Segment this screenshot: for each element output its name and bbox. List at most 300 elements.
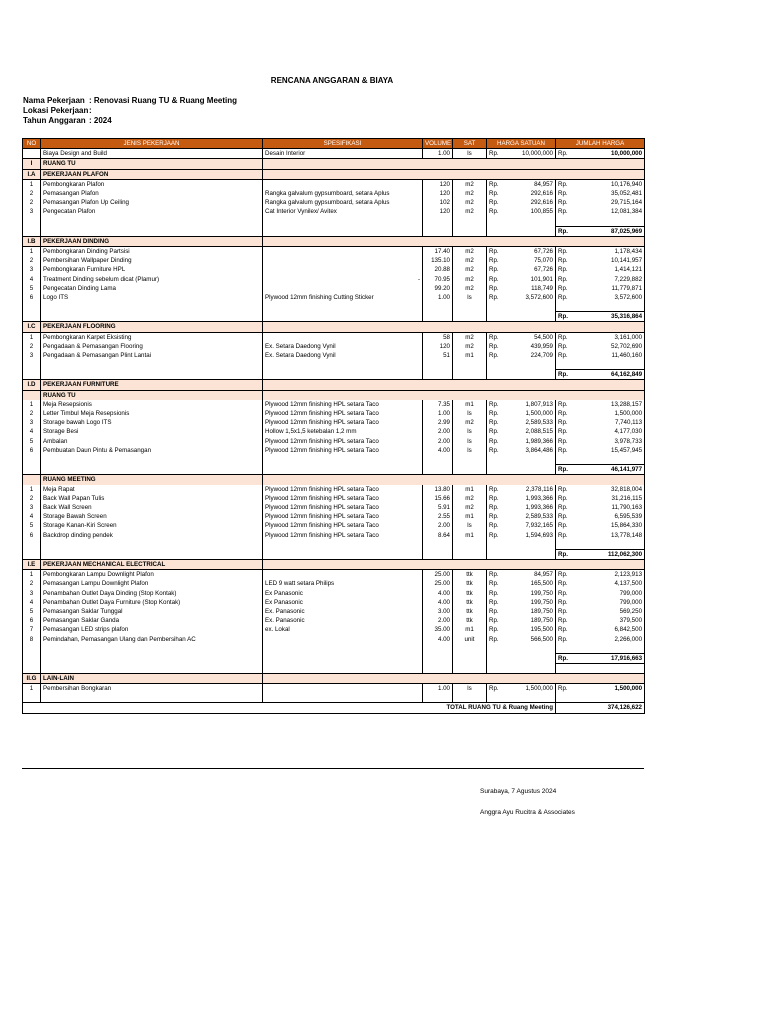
row-jumlah-harga: 52,702,690: [574, 342, 645, 351]
row-currency: Rp.: [558, 635, 568, 643]
row-jenis: Pembongkaran Plafon: [41, 179, 263, 189]
row-satuan: m2: [453, 198, 487, 207]
row-volume: 4.00: [423, 446, 453, 455]
empty-cell: [263, 653, 423, 663]
empty-cell: [556, 693, 645, 703]
subtotal-value: 64,162,849: [574, 370, 645, 380]
row-currency: Rp.: [489, 589, 499, 597]
row-spesifikasi: [263, 265, 423, 274]
row-no: 2: [23, 256, 41, 265]
empty-cell: [23, 312, 41, 322]
row-jumlah-harga: 7,229,882: [574, 275, 645, 284]
row-currency: Rp.: [558, 180, 568, 188]
row-jenis: Pemasangan Lampu Downlight Plafon: [41, 579, 263, 588]
empty-cell: [487, 549, 556, 559]
empty-cell: [41, 549, 263, 559]
row-jumlah-harga: 29,715,164: [574, 198, 645, 207]
row-spesifikasi: Ex. Panasonic: [263, 607, 423, 616]
empty-cell: [263, 465, 423, 475]
section-title: LAIN-LAIN: [41, 673, 263, 683]
row-jenis: Pengadaan & Pemasangan Flooring: [41, 342, 263, 351]
row-jenis: Storage Kanan-Kiri Screen: [41, 521, 263, 530]
table-row: [23, 437, 645, 446]
document-title: RENCANA ANGGARAN & BIAYA: [270, 76, 394, 85]
row-currency: Rp.: [558, 617, 568, 625]
empty-cell: [453, 302, 487, 312]
empty-cell: [423, 217, 453, 227]
grand-total-value: 374,126,622: [556, 703, 645, 713]
row-no: 7: [23, 625, 41, 634]
row-currency: Rp.: [558, 410, 568, 418]
subtotal-value: 35,316,864: [574, 312, 645, 322]
empty-cell: [423, 312, 453, 322]
empty-cell: [423, 653, 453, 663]
row-currency: Rp.: [558, 266, 568, 274]
section-title: PEKERJAAN PLAFON: [41, 169, 263, 179]
row-jumlah-harga: 6,595,539: [574, 512, 645, 521]
row-no: 6: [23, 446, 41, 455]
blank-row: [23, 360, 645, 370]
blank-row: [23, 693, 645, 703]
row-currency: Rp.: [489, 257, 499, 265]
subtotal-value: 87,025,969: [574, 226, 645, 236]
table-row: [23, 284, 645, 293]
subtotal-row: [23, 226, 645, 236]
row-currency: Rp.: [489, 580, 499, 588]
table-row: [23, 198, 645, 207]
empty-cell: [423, 465, 453, 475]
empty-cell: [423, 693, 453, 703]
row-jumlah-harga: 10,000,000: [574, 149, 645, 159]
empty-cell: [23, 644, 41, 654]
row-satuan: m1: [453, 485, 487, 494]
row-jumlah-harga: 4,137,500: [574, 579, 645, 588]
row-volume: 2.99: [423, 418, 453, 427]
row-volume: 2.00: [423, 427, 453, 436]
table-row: [23, 179, 645, 189]
row-currency: Rp.: [558, 494, 568, 502]
row-currency: Rp.: [489, 571, 499, 579]
section-no: [23, 390, 41, 400]
row-no: 3: [23, 207, 41, 216]
row-volume: 8.64: [423, 531, 453, 540]
row-volume: 4.00: [423, 598, 453, 607]
info-label: Nama Pekerjaan: [23, 96, 85, 105]
row-currency: Rp.: [489, 410, 499, 418]
row-jenis: Ambalan: [41, 437, 263, 446]
row-harga-satuan: 84,957: [505, 570, 556, 580]
row-no: 2: [23, 409, 41, 418]
section-row: [23, 169, 645, 179]
row-currency: Rp.: [558, 419, 568, 427]
row-currency: Rp.: [558, 342, 568, 350]
empty-cell: [263, 673, 645, 683]
row-volume: 58: [423, 332, 453, 342]
row-currency: Rp.: [558, 598, 568, 606]
row-harga-satuan: 224,709: [505, 351, 556, 360]
row-spesifikasi: [263, 570, 423, 580]
empty-cell: [556, 455, 645, 465]
empty-cell: [263, 360, 423, 370]
row-no: 3: [23, 589, 41, 598]
row-currency: Rp.: [558, 294, 568, 302]
empty-cell: [487, 644, 556, 654]
section-no: I.A: [23, 169, 41, 179]
row-jumlah-harga: 1,500,000: [574, 684, 645, 694]
empty-cell: [263, 302, 423, 312]
row-harga-satuan: 1,989,366: [505, 437, 556, 446]
empty-cell: [423, 455, 453, 465]
section-title: PEKERJAAN DINDING: [41, 236, 263, 246]
blank-row: [23, 540, 645, 550]
row-jumlah-harga: 11,779,871: [574, 284, 645, 293]
row-spesifikasi: Plywood 12mm finishing HPL setara Taco: [263, 409, 423, 418]
row-jenis: Pengecatan Plafon: [41, 207, 263, 216]
subtotal-currency: Rp.: [556, 549, 574, 559]
row-harga-satuan: 101,901: [505, 275, 556, 284]
row-jenis: Back Wall Screen: [41, 503, 263, 512]
row-jenis: Pemasangan Saklar Ganda: [41, 616, 263, 625]
row-harga-satuan: 199,750: [505, 598, 556, 607]
empty-cell: [453, 693, 487, 703]
row-jenis: Pembongkaran Karpet Eksisting: [41, 332, 263, 342]
empty-cell: [556, 644, 645, 654]
empty-cell: [263, 217, 423, 227]
empty-cell: [556, 302, 645, 312]
blank-row: [23, 302, 645, 312]
header-sat: SAT: [453, 139, 487, 149]
row-currency: Rp.: [489, 626, 499, 634]
row-currency: Rp.: [489, 180, 499, 188]
section-row: [23, 559, 645, 569]
table-row: [23, 418, 645, 427]
empty-cell: [423, 370, 453, 380]
row-jenis: Backdrop dinding pendek: [41, 531, 263, 540]
row-spesifikasi: Hollow 1,5x1,5 ketebalan 1,2 mm: [263, 427, 423, 436]
row-currency: Rp.: [558, 208, 568, 216]
row-currency: Rp.: [489, 333, 499, 341]
empty-cell: [263, 226, 423, 236]
row-currency: Rp.: [558, 284, 568, 292]
row-satuan: m2: [453, 275, 487, 284]
row-currency: Rp.: [558, 580, 568, 588]
row-spesifikasi: Ex. Panasonic: [263, 616, 423, 625]
empty-cell: [487, 663, 556, 673]
row-currency: Rp.: [489, 522, 499, 530]
row-no: 1: [23, 400, 41, 409]
row-jumlah-harga: 4,177,030: [574, 427, 645, 436]
row-spesifikasi: Ex. Setara Daedong Vynil: [263, 351, 423, 360]
row-jumlah-harga: 11,460,160: [574, 351, 645, 360]
row-currency: Rp.: [489, 150, 499, 158]
row-harga-satuan: 566,500: [505, 635, 556, 644]
empty-cell: [487, 693, 556, 703]
row-jumlah-harga: 569,250: [574, 607, 645, 616]
row-no: 4: [23, 512, 41, 521]
row-satuan: m2: [453, 418, 487, 427]
row-spesifikasi: Plywood 12mm finishing HPL setara Taco: [263, 485, 423, 494]
empty-cell: [263, 370, 423, 380]
row-no: 4: [23, 598, 41, 607]
section-no: I.E: [23, 559, 41, 569]
blank-row: [23, 455, 645, 465]
table-row: [23, 256, 645, 265]
table-row: [23, 342, 645, 351]
row-currency: Rp.: [489, 635, 499, 643]
row-jumlah-harga: 15,864,330: [574, 521, 645, 530]
row-currency: Rp.: [558, 257, 568, 265]
row-spesifikasi: Ex Panasonic: [263, 589, 423, 598]
table-row: [23, 616, 645, 625]
project-info: [23, 96, 237, 126]
empty-cell: [23, 540, 41, 550]
row-spesifikasi: Plywood 12mm finishing HPL setara Taco: [263, 400, 423, 409]
row-currency: Rp.: [489, 208, 499, 216]
empty-cell: [453, 663, 487, 673]
empty-cell: [453, 549, 487, 559]
row-jenis: Penambahan Outlet Daya Dinding (Stop Kontak): [41, 589, 263, 598]
row-jenis: Letter Timbul Meja Resepsionis: [41, 409, 263, 418]
section-no: I.D: [23, 380, 41, 390]
company-name: Anggra Ayu Rucitra & Associates: [480, 809, 575, 816]
row-harga-satuan: 67,726: [505, 247, 556, 257]
empty-cell: [453, 217, 487, 227]
table-row: [23, 351, 645, 360]
empty-cell: [263, 540, 423, 550]
row-no: 1: [23, 570, 41, 580]
section-title: PEKERJAAN FURNITURE: [41, 380, 263, 390]
row-no: 1: [23, 179, 41, 189]
subtotal-value: 112,062,300: [574, 549, 645, 559]
row-volume: 2.55: [423, 512, 453, 521]
row-currency: Rp.: [489, 284, 499, 292]
row-harga-satuan: 189,750: [505, 607, 556, 616]
row-harga-satuan: 3,864,486: [505, 446, 556, 455]
row-jenis: Pembongkaran Furniture HPL: [41, 265, 263, 274]
row-volume: 5.91: [423, 503, 453, 512]
empty-cell: [263, 559, 645, 569]
table-row: [23, 579, 645, 588]
row-spesifikasi: Rangka galvalum gypsumboard, setara Aplus: [263, 198, 423, 207]
empty-cell: [556, 663, 645, 673]
row-spesifikasi: Plywood 12mm finishing HPL setara Taco: [263, 503, 423, 512]
row-volume: 15.66: [423, 494, 453, 503]
empty-cell: [423, 663, 453, 673]
empty-cell: [263, 549, 423, 559]
row-jumlah-harga: 1,178,434: [574, 247, 645, 257]
row-satuan: m2: [453, 503, 487, 512]
table-row: [23, 598, 645, 607]
row-currency: Rp.: [489, 531, 499, 539]
empty-cell: [487, 360, 556, 370]
row-spesifikasi: -: [263, 275, 423, 284]
empty-cell: [423, 360, 453, 370]
row-spesifikasi: Ex. Setara Daedong Vynil: [263, 342, 423, 351]
empty-cell: [556, 217, 645, 227]
row-jumlah-harga: 799,000: [574, 589, 645, 598]
row-jenis: Pemasangan Plafon Up Ceiling: [41, 198, 263, 207]
row-harga-satuan: 1,807,913: [505, 400, 556, 409]
subtotal-currency: Rp.: [556, 653, 574, 663]
row-satuan: m2: [453, 342, 487, 351]
row-jumlah-harga: 799,000: [574, 598, 645, 607]
empty-cell: [41, 653, 263, 663]
row-jenis: Storage Besi: [41, 427, 263, 436]
table-row: [23, 207, 645, 216]
row-harga-satuan: 292,616: [505, 198, 556, 207]
row-satuan: ls: [453, 409, 487, 418]
row-no: 3: [23, 351, 41, 360]
empty-cell: [23, 217, 41, 227]
row-volume: 2.00: [423, 521, 453, 530]
empty-cell: [453, 455, 487, 465]
row-spesifikasi: [263, 247, 423, 257]
row-currency: Rp.: [489, 494, 499, 502]
row-no: 1: [23, 684, 41, 694]
row-currency: Rp.: [558, 685, 568, 693]
row-jenis: Pengadaan & Pemasangan Plint Lantai: [41, 351, 263, 360]
row-jenis: Pengecatan Dinding Lama: [41, 284, 263, 293]
row-jumlah-harga: 1,414,121: [574, 265, 645, 274]
table-row: [23, 635, 645, 644]
row-jumlah-harga: 7,740,113: [574, 418, 645, 427]
row-volume: 13.80: [423, 485, 453, 494]
empty-cell: [41, 663, 263, 673]
empty-cell: [423, 540, 453, 550]
row-spesifikasi: Plywood 12mm finishing HPL setara Taco: [263, 494, 423, 503]
row-currency: Rp.: [558, 503, 568, 511]
row-jumlah-harga: 379,500: [574, 616, 645, 625]
row-currency: Rp.: [558, 571, 568, 579]
row-currency: Rp.: [558, 513, 568, 521]
blank-row: [23, 644, 645, 654]
header-jumlah-harga: JUMLAH HARGA: [556, 139, 645, 149]
row-jenis: Back Wall Papan Tulis: [41, 494, 263, 503]
row-no: 6: [23, 531, 41, 540]
section-row: [23, 236, 645, 246]
subtotal-currency: Rp.: [556, 465, 574, 475]
row-jumlah-harga: 15,457,945: [574, 446, 645, 455]
empty-cell: [23, 465, 41, 475]
table-row: [23, 427, 645, 436]
empty-cell: [423, 226, 453, 236]
empty-cell: [41, 226, 263, 236]
row-volume: 51: [423, 351, 453, 360]
row-no: 3: [23, 503, 41, 512]
row-satuan: ls: [453, 521, 487, 530]
row-harga-satuan: 292,616: [505, 189, 556, 198]
table-row: [23, 149, 645, 159]
row-currency: Rp.: [489, 503, 499, 511]
row-harga-satuan: 75,070: [505, 256, 556, 265]
row-jumlah-harga: 6,842,500: [574, 625, 645, 634]
empty-cell: [23, 549, 41, 559]
empty-cell: [556, 540, 645, 550]
section-title: RUANG MEETING: [41, 475, 263, 485]
row-satuan: ttk: [453, 570, 487, 580]
info-value: :: [89, 106, 92, 115]
empty-cell: [23, 360, 41, 370]
row-harga-satuan: 2,088,515: [505, 427, 556, 436]
empty-cell: [487, 312, 556, 322]
row-harga-satuan: 1,594,693: [505, 531, 556, 540]
row-satuan: m1: [453, 351, 487, 360]
table-row: [23, 275, 645, 284]
section-no: [23, 475, 41, 485]
section-row: [23, 159, 645, 169]
empty-cell: [41, 312, 263, 322]
empty-cell: [263, 322, 645, 332]
row-satuan: m1: [453, 400, 487, 409]
row-currency: Rp.: [558, 589, 568, 597]
empty-cell: [23, 693, 41, 703]
empty-cell: [487, 370, 556, 380]
row-satuan: m2: [453, 189, 487, 198]
row-jenis: Storage bawah Logo ITS: [41, 418, 263, 427]
row-harga-satuan: 189,750: [505, 616, 556, 625]
empty-cell: [23, 653, 41, 663]
empty-cell: [23, 370, 41, 380]
row-satuan: ls: [453, 684, 487, 694]
row-volume: 1.00: [423, 684, 453, 694]
row-currency: Rp.: [558, 437, 568, 445]
row-volume: 1.00: [423, 409, 453, 418]
subtotal-row: [23, 549, 645, 559]
row-satuan: ttk: [453, 579, 487, 588]
empty-cell: [487, 217, 556, 227]
row-harga-satuan: 1,993,366: [505, 494, 556, 503]
subtotal-value: 46,141,977: [574, 465, 645, 475]
blank-row: [23, 663, 645, 673]
row-currency: Rp.: [558, 248, 568, 256]
row-jumlah-harga: 35,052,481: [574, 189, 645, 198]
empty-cell: [487, 653, 556, 663]
row-currency: Rp.: [489, 419, 499, 427]
row-volume: 7.35: [423, 400, 453, 409]
empty-cell: [487, 465, 556, 475]
row-currency: Rp.: [489, 685, 499, 693]
row-harga-satuan: 195,500: [505, 625, 556, 634]
row-satuan: ttk: [453, 607, 487, 616]
empty-cell: [23, 455, 41, 465]
row-satuan: ttk: [453, 598, 487, 607]
row-jenis: Pembersihan Bongkaran: [41, 684, 263, 694]
row-currency: Rp.: [489, 199, 499, 207]
row-currency: Rp.: [558, 333, 568, 341]
row-satuan: unit: [453, 635, 487, 644]
empty-cell: [453, 312, 487, 322]
row-satuan: m2: [453, 494, 487, 503]
row-no: 1: [23, 332, 41, 342]
row-jumlah-harga: 32,818,004: [574, 485, 645, 494]
row-volume: 120: [423, 179, 453, 189]
table-row: [23, 512, 645, 521]
table-row: [23, 293, 645, 302]
table-row: [23, 521, 645, 530]
table-row: [23, 332, 645, 342]
row-spesifikasi: [263, 179, 423, 189]
empty-cell: [263, 390, 645, 400]
row-harga-satuan: 1,993,366: [505, 503, 556, 512]
row-volume: 1.00: [423, 293, 453, 302]
row-jenis: Pembuatan Daun Pintu & Pemasangan: [41, 446, 263, 455]
grand-total-label: TOTAL RUANG TU & Ruang Meeting: [23, 703, 556, 713]
row-currency: Rp.: [558, 275, 568, 283]
row-no: 8: [23, 635, 41, 644]
row-harga-satuan: 165,500: [505, 579, 556, 588]
subtotal-currency: Rp.: [556, 312, 574, 322]
info-row-year: [23, 116, 237, 126]
